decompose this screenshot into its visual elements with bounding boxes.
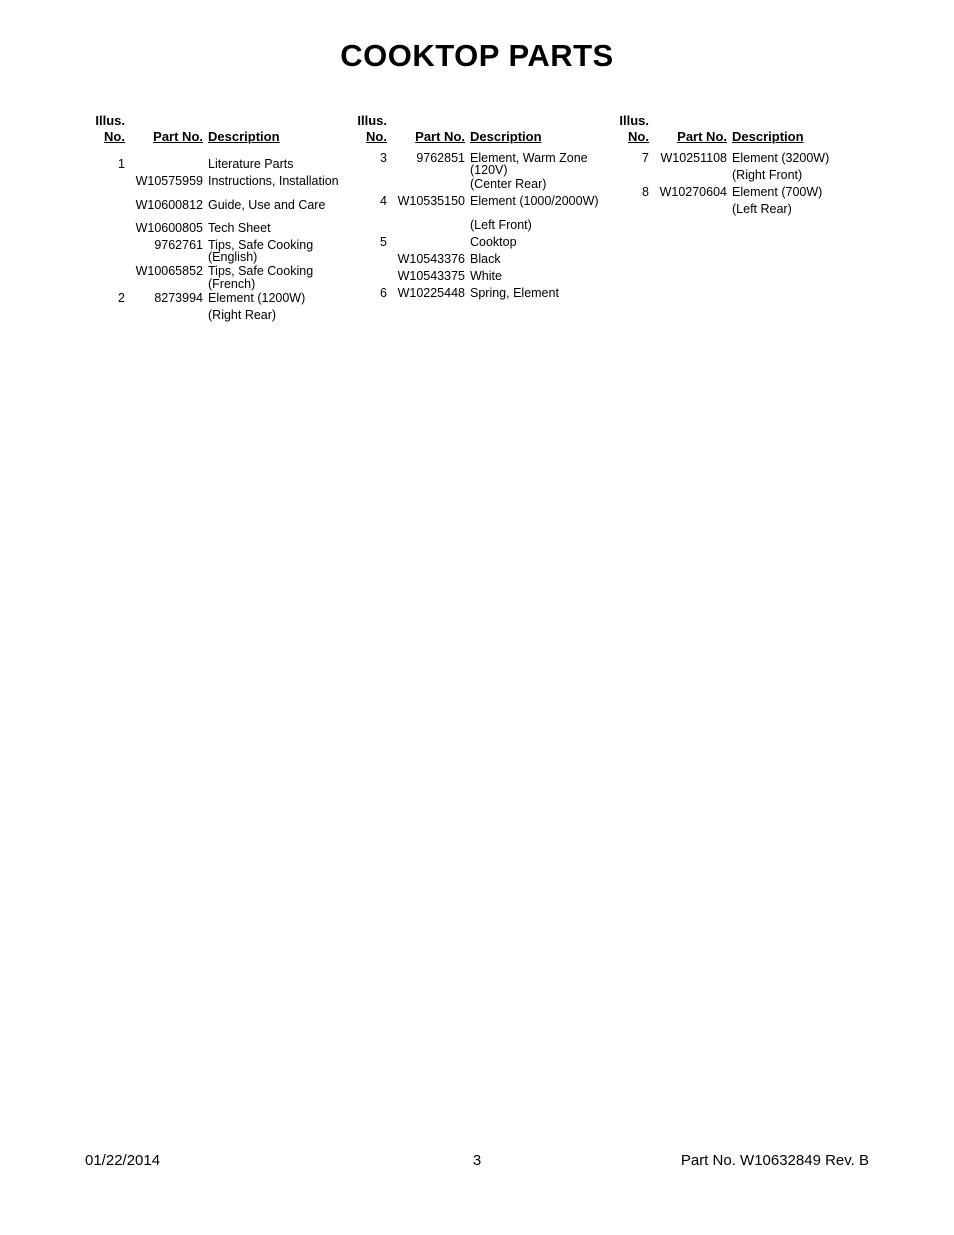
illus-no: 5 bbox=[380, 235, 387, 249]
part-description: Element (3200W) bbox=[732, 151, 830, 165]
description-header: Description bbox=[470, 129, 542, 144]
part-description: Tips, Safe Cooking bbox=[208, 238, 314, 252]
illus-no: 6 bbox=[380, 286, 387, 300]
part-description: Guide, Use and Care bbox=[208, 198, 326, 212]
part-number: W10600805 bbox=[135, 221, 203, 235]
part-number: W10065852 bbox=[135, 264, 203, 278]
part-no-header: Part No. bbox=[153, 129, 203, 144]
part-description: Tips, Safe Cooking bbox=[208, 264, 314, 278]
part-number: W10535150 bbox=[397, 194, 465, 208]
illus-header-line1: Illus. bbox=[619, 113, 649, 128]
part-description: (Right Rear) bbox=[208, 308, 277, 322]
illus-no: 1 bbox=[118, 157, 125, 171]
illus-header-line1: Illus. bbox=[357, 113, 387, 128]
part-number: 9762761 bbox=[154, 238, 203, 252]
part-description: (Left Rear) bbox=[732, 202, 792, 216]
illus-no: 8 bbox=[642, 185, 649, 199]
illus-no: 4 bbox=[380, 194, 387, 208]
part-number: 8273994 bbox=[154, 291, 203, 305]
part-description: (English) bbox=[208, 250, 258, 264]
part-number: W10251108 bbox=[660, 151, 727, 165]
footer-date: 01/22/2014 bbox=[85, 1152, 161, 1169]
part-description: Literature Parts bbox=[208, 157, 294, 171]
part-description: Tech Sheet bbox=[208, 221, 271, 235]
part-description: White bbox=[470, 269, 502, 283]
part-description: (Right Front) bbox=[732, 168, 803, 182]
part-description: Black bbox=[470, 252, 501, 266]
page-title: COOKTOP PARTS bbox=[340, 38, 614, 73]
part-description: Element (700W) bbox=[732, 185, 823, 199]
part-number: 9762851 bbox=[416, 151, 465, 165]
part-description: Element (1000/2000W) bbox=[470, 194, 599, 208]
illus-header-line1: Illus. bbox=[95, 113, 125, 128]
footer-page-number: 3 bbox=[472, 1152, 482, 1169]
description-header: Description bbox=[732, 129, 804, 144]
part-no-header: Part No. bbox=[677, 129, 727, 144]
part-number: W10600812 bbox=[135, 198, 203, 212]
part-description: Element (1200W) bbox=[208, 291, 306, 305]
illus-no: 2 bbox=[118, 291, 125, 305]
part-no-header: Part No. bbox=[415, 129, 465, 144]
part-number: W10543376 bbox=[397, 252, 465, 266]
part-description: Spring, Element bbox=[470, 286, 559, 300]
part-number: W10543375 bbox=[397, 269, 465, 283]
illus-header-line2: No. bbox=[104, 129, 125, 144]
illus-header-line2: No. bbox=[366, 129, 387, 144]
part-description: Cooktop bbox=[470, 235, 517, 249]
part-description: (French) bbox=[208, 277, 256, 291]
part-description: (120V) bbox=[470, 163, 508, 177]
part-description: Element, Warm Zone bbox=[470, 151, 588, 165]
part-number: W10575959 bbox=[135, 174, 203, 188]
part-number: W10225448 bbox=[397, 286, 465, 300]
part-description: (Center Rear) bbox=[470, 177, 547, 191]
part-description: (Left Front) bbox=[470, 218, 532, 232]
description-header: Description bbox=[208, 129, 280, 144]
footer-document-number: Part No. W10632849 Rev. B bbox=[680, 1152, 869, 1169]
part-number: W10270604 bbox=[659, 185, 727, 199]
illus-no: 3 bbox=[380, 151, 387, 165]
illus-header-line2: No. bbox=[628, 129, 649, 144]
part-description: Instructions, Installation bbox=[208, 174, 339, 188]
illus-no: 7 bbox=[642, 151, 649, 165]
